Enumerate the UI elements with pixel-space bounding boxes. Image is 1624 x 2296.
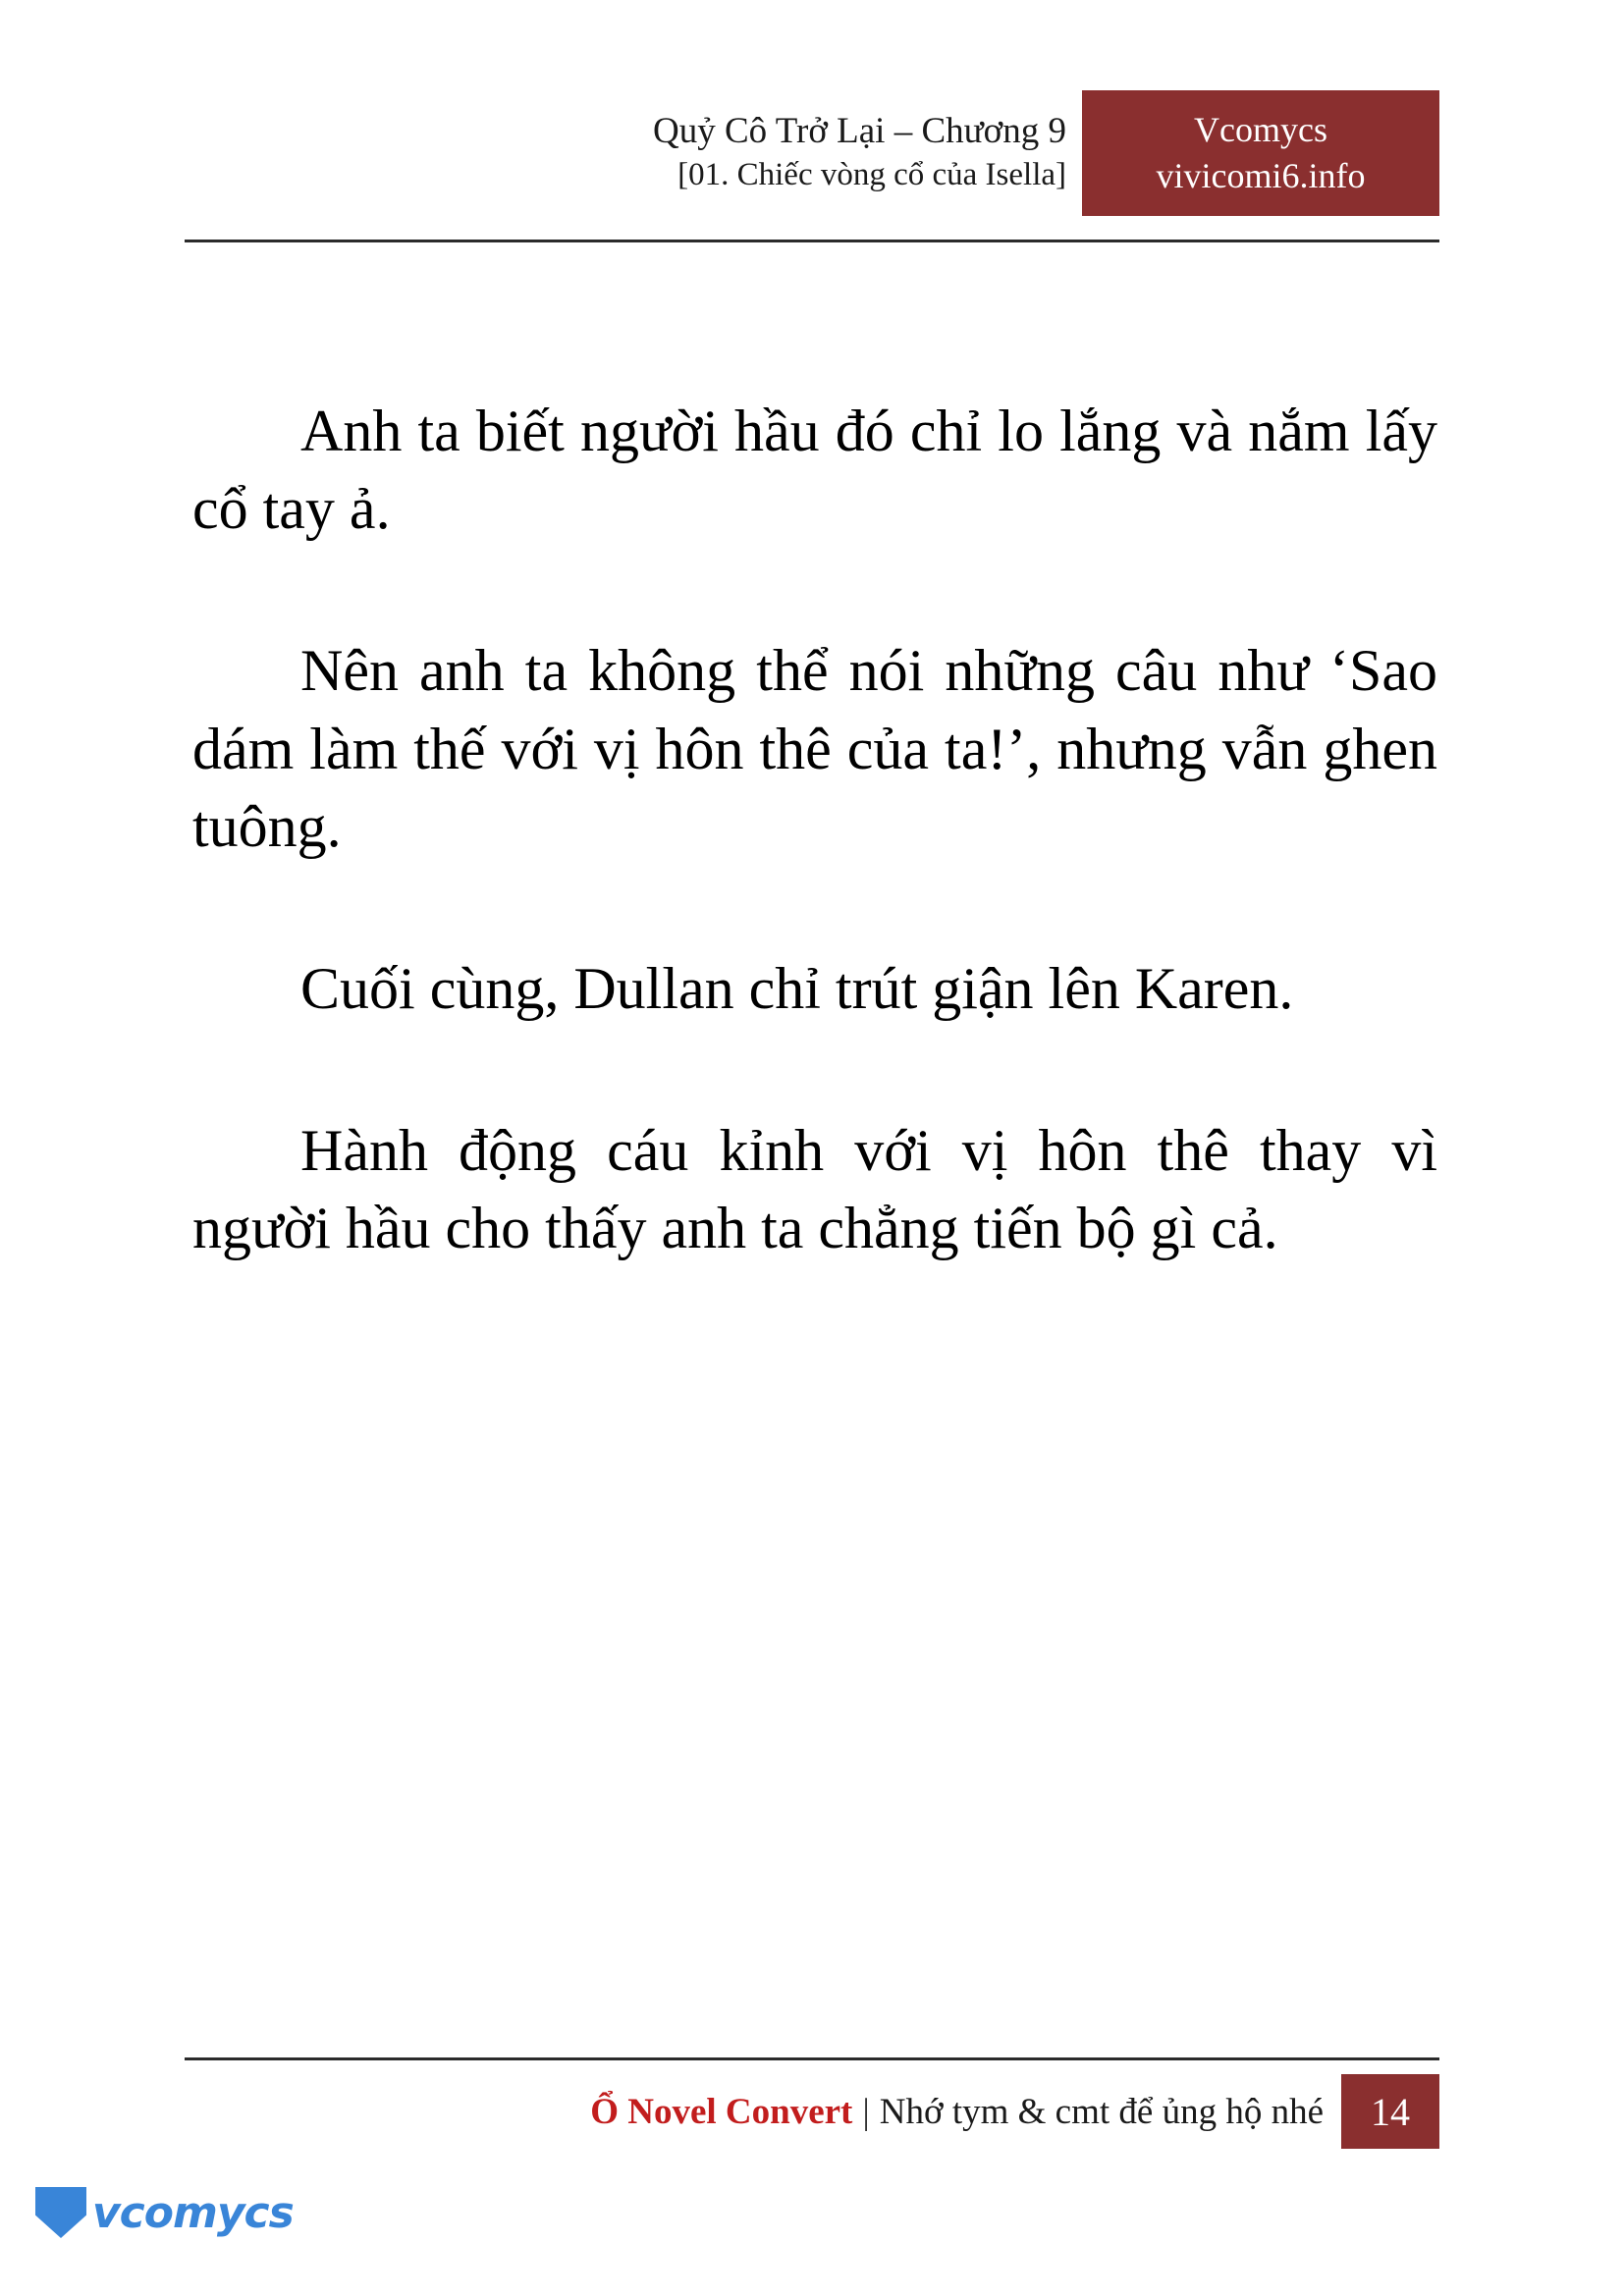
footer-credit xyxy=(590,2091,1341,2133)
footer-brand: Ổ Novel Convert xyxy=(590,2091,853,2132)
page-header xyxy=(185,90,1439,238)
page-content xyxy=(192,393,1437,1268)
header-title xyxy=(653,90,1082,228)
header-title-line1: Quỷ Cô Trở Lại – Chương 9 xyxy=(652,111,1066,151)
watermark-logo xyxy=(35,2187,294,2238)
vcomycs-logo-icon xyxy=(35,2187,86,2238)
header-divider xyxy=(185,240,1439,242)
header-brand-name: Vcomycs xyxy=(1194,110,1327,150)
header-brand-site: vivicomi6.info xyxy=(1156,156,1366,195)
header-brand-badge xyxy=(1082,90,1439,216)
paragraph: Anh ta biết người hầu đó chỉ lo lắng và nắm lấy cổ tay ả. xyxy=(192,399,1437,542)
page-number-badge: 14 xyxy=(1341,2074,1439,2149)
header-title-line2: [01. Chiếc vòng cổ của Isella] xyxy=(677,157,1066,193)
footer-separator: | xyxy=(862,2091,870,2132)
paragraph: Hành động cáu kỉnh với vị hôn thê thay vì người hầu cho thấy anh ta chẳng tiến bộ gì cả. xyxy=(192,1118,1437,1261)
footer-divider xyxy=(185,2057,1439,2060)
footer-note: Nhớ tym & cmt để ủng hộ nhé xyxy=(879,2091,1324,2132)
page-footer xyxy=(185,2069,1439,2154)
watermark-text: vcomycs xyxy=(92,2187,294,2238)
paragraph: Cuối cùng, Dullan chỉ trút giận lên Karen. xyxy=(300,955,1294,1021)
paragraph: Nên anh ta không thể nói những câu như ‘Sao dám làm thế với vị hôn thê của ta!’, nhưng vẫn ghen tuông. xyxy=(192,638,1437,859)
